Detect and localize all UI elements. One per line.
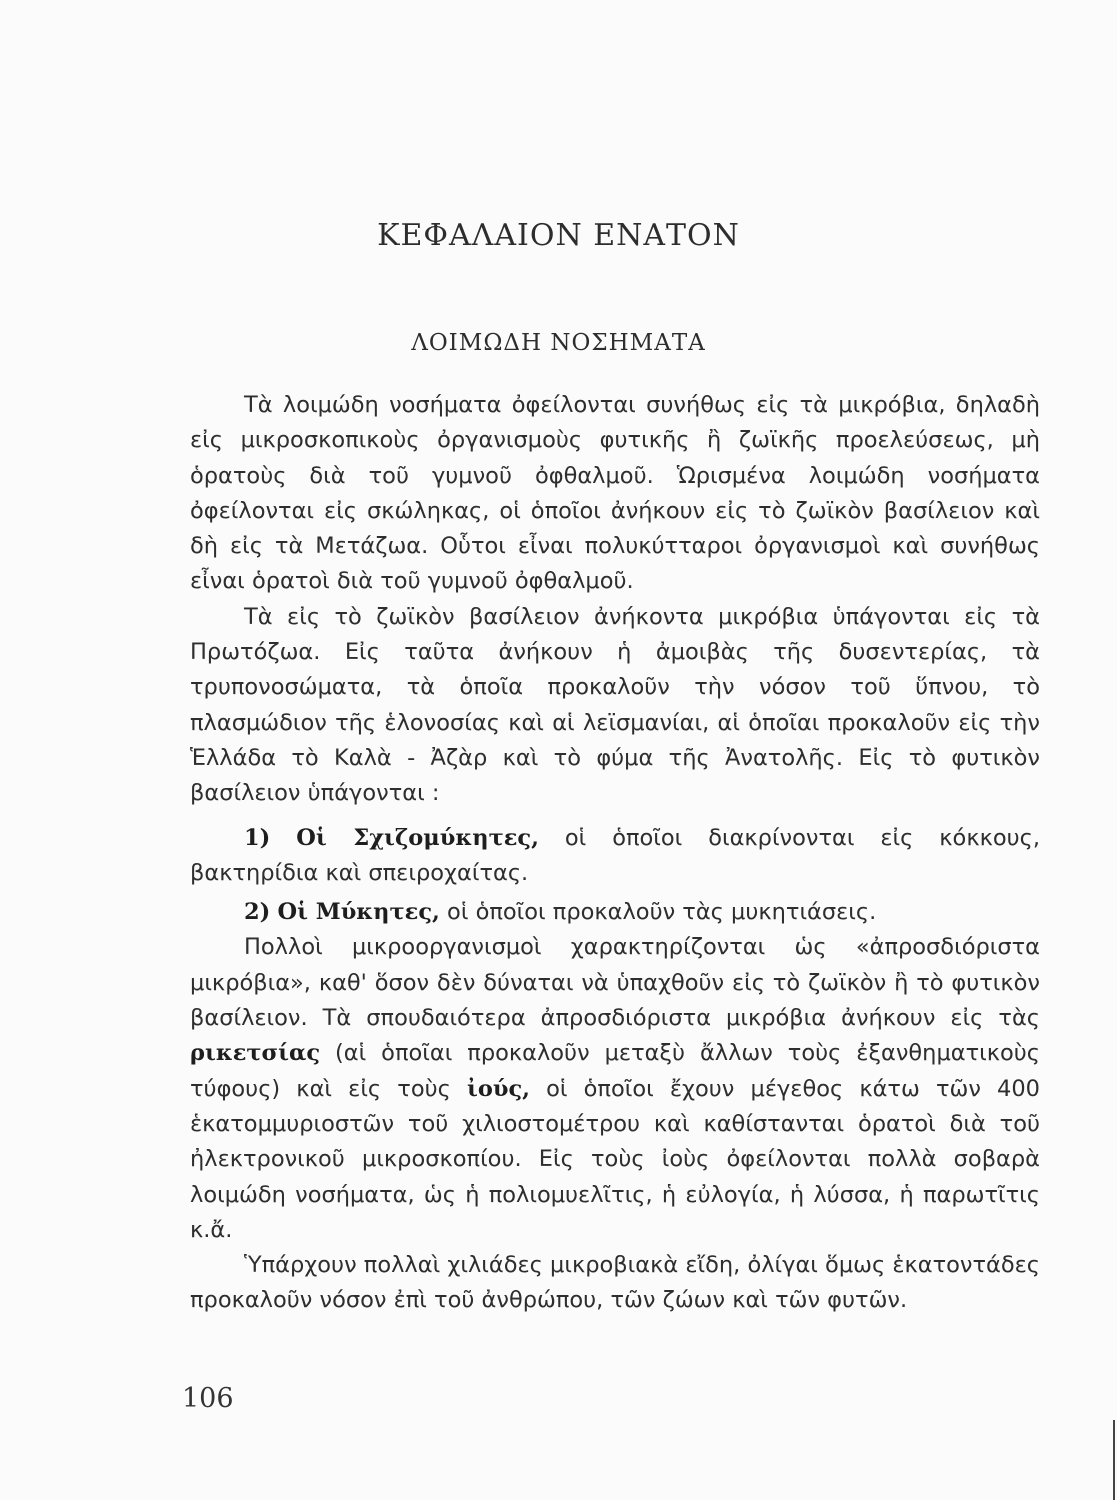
list-item-text: οἱ ὁποῖοι διακρίνονται εἰς κόκκους, βακτηρίδια καὶ σπειροχαίτας.	[190, 824, 1040, 886]
list-item-mycetes	[190, 895, 1040, 930]
list-item-text: οἱ ὁποῖοι προκαλοῦν τὰς μυκητιάσεις.	[447, 899, 877, 926]
paragraph-text: (αἱ ὁποῖαι προκαλοῦν μεταξὺ ἄλλων τοὺς ἐξανθηματικοὺς τύφους) καὶ εἰς τοὺς	[190, 1040, 1040, 1102]
body-text	[190, 388, 1040, 1319]
chapter-title: ΚΕΦΑΛΑΙΟΝ ΕΝΑΤΟΝ	[377, 218, 740, 253]
term-mycetes: Οἱ Μύκητες,	[277, 899, 440, 926]
paragraph-text: Πολλοὶ μικροοργανισμοὶ χαρακτηρίζονται ὡς «ἀπροσδιόριστα μικρόβια», καθ' ὅσον δὲν δύναται νὰ ὑπαχθοῦν εἰς τὸ ζωϊκὸν ἢ τὸ φυτικὸν βασίλειον. Τὰ σπουδαιότερα ἀπροσδιόριστα μικρόβια ἀνήκουν εἰς τὰς	[190, 934, 1040, 1032]
section-title: ΛΟΙΜΩΔΗ ΝΟΣΗΜΑΤΑ	[411, 330, 706, 356]
page-edge-mark	[1113, 1420, 1115, 1500]
list-number: 2)	[244, 899, 271, 926]
list-number: 1)	[244, 824, 271, 851]
term-schizomycetes: Οἱ Σχιζομύκητες,	[296, 824, 539, 851]
page-number: 106	[182, 1383, 234, 1414]
term-rickettsia: ρικετσίας	[190, 1040, 321, 1067]
paragraph-protozoa: Τὰ εἰς τὸ ζωϊκὸν βασίλειον ἀνήκοντα μικρόβια ὑπάγονται εἰς τὰ Πρωτόζωα. Εἰς ταῦτα ἀνήκουν ἡ ἀμοιβὰς τῆς δυσεντερίας, τὰ τρυπονοσώματα, τὰ ὁποῖα προκαλοῦν τὴν νόσον τοῦ ὕπνου, τὸ πλασμώδιον τῆς ἑλονοσίας καὶ αἱ λεϊσμανίαι, αἱ ὁποῖαι προκαλοῦν εἰς τὴν Ἑλλάδα τὸ Καλὰ - Ἀζὰρ καὶ τὸ φύμα τῆς Ἀνατολῆς. Εἰς τὸ φυτικὸν βασίλειον ὑπάγονται :	[190, 603, 1040, 807]
paragraph-intro: Τὰ λοιμώδη νοσήματα ὀφείλονται συνήθως εἰς τὰ μικρόβια, δηλαδὴ εἰς μικροσκοπικοὺς ὀργανισμοὺς φυτικῆς ἢ ζωϊκῆς προελεύσεως, μὴ ὁρατοὺς διὰ τοῦ γυμνοῦ ὀφθαλμοῦ. Ὡρισμένα λοιμώδη νοσήματα ὀφείλονται εἰς σκώληκας, οἱ ὁποῖοι ἀνήκουν εἰς τὸ ζωϊκὸν βασίλειον καὶ δὴ εἰς τὰ Μετάζωα. Οὗτοι εἶναι πολυκύτταροι ὀργανισμοὶ καὶ συνήθως εἶναι ὁρατοὶ διὰ τοῦ γυμνοῦ ὀφθαλμοῦ.	[190, 392, 1040, 595]
paragraph-undetermined-microbes	[190, 930, 1040, 1248]
term-viruses: ἰούς,	[466, 1075, 530, 1102]
paragraph-microbial-species: Ὑπάρχουν πολλαὶ χιλιάδες μικροβιακὰ εἴδη, ὀλίγαι ὅμως ἑκατοντάδες προκαλοῦν νόσον ἐπὶ τοῦ ἀνθρώπου, τῶν ζώων καὶ τῶν φυτῶν.	[190, 1252, 1040, 1314]
paragraph-text: οἱ ὁποῖοι ἔχουν μέγεθος κάτω τῶν 400 ἑκατομμυριοστῶν τοῦ χιλιοστομέτρου καὶ καθίστανται ὁρατοὶ διὰ τοῦ ἠλεκτρονικοῦ μικροσκοπίου. Εἰς τοὺς ἰοὺς ὀφείλονται πολλὰ σοβαρὰ λοιμώδη νοσήματα, ὡς ἡ πολιομυελῖτις, ἡ εὐλογία, ἡ λύσσα, ἡ παρωτῖτις κ.ἄ.	[190, 1075, 1040, 1243]
list-item-schizomycetes	[190, 821, 1040, 892]
